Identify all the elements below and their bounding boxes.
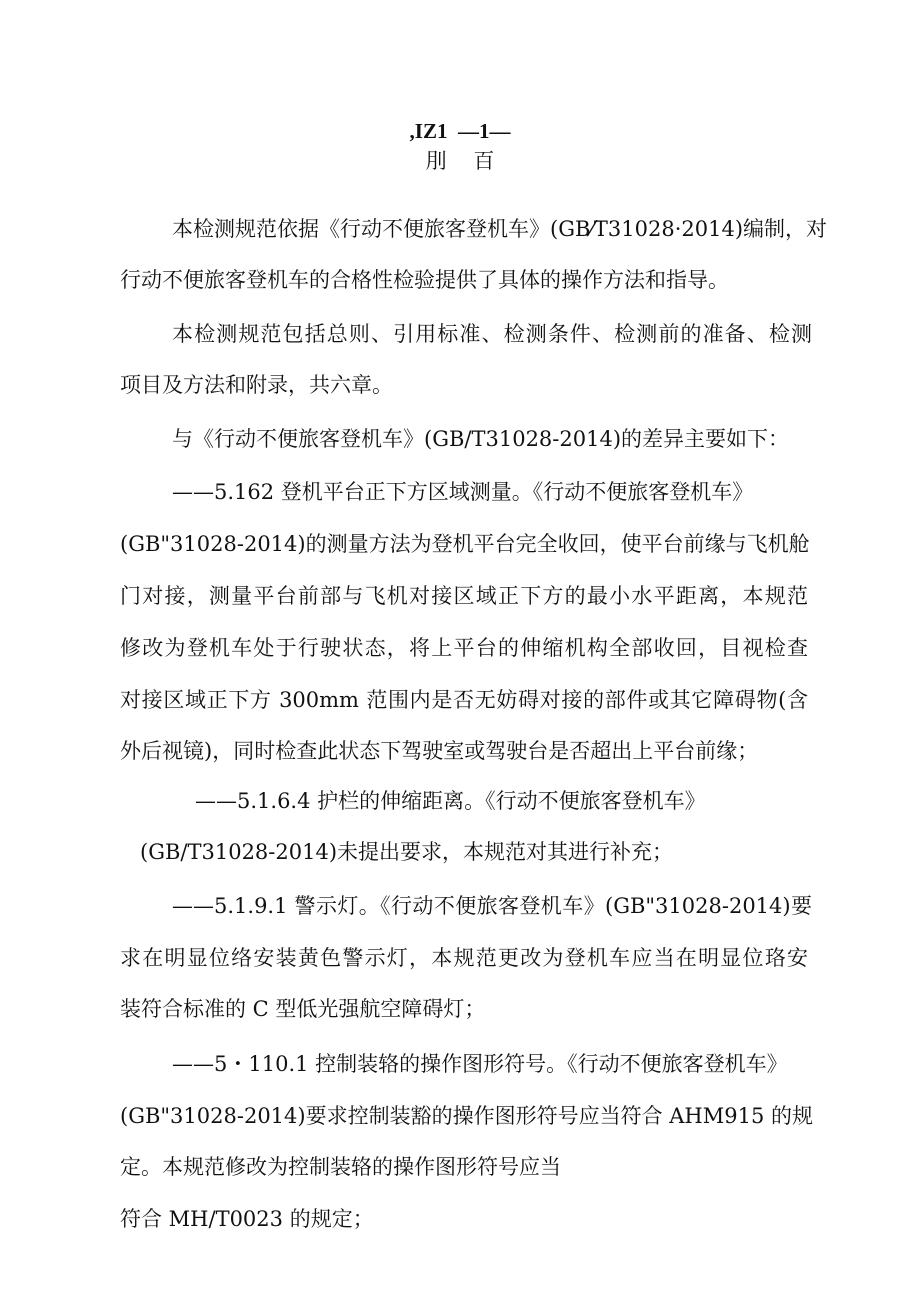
paragraph-line: 与《行动不便旅客登机车》(GB/T31028-2014)的差异主要如下： bbox=[172, 427, 790, 451]
paragraph-line: ——5.162 登机平台正下方区域测量。《行动不便旅客登机车》 bbox=[172, 480, 754, 504]
paragraph-line: (GB"31028-2014)的测量方法为登机平台完全收回，使平台前缘与飞机舱 bbox=[120, 532, 810, 556]
paragraph-line: ——5.1.6.4 护栏的伸缩距离。《行动不便旅客登机车》 bbox=[195, 789, 706, 813]
paragraph-line: 外后视镜)，同时检查此状态下驾驶室或驾驶台是否超出上平台前缘； bbox=[120, 739, 759, 763]
paragraph-line: (GB"31028-2014)要求控制装豁的操作图形符号应当符合 AHM915 的规 bbox=[120, 1104, 814, 1128]
paragraph-line: 项目及方法和附录，共六章。 bbox=[120, 373, 393, 397]
paragraph-line: 行动不便旅客登机车的合格性检验提供了具体的操作方法和指导。 bbox=[120, 268, 729, 292]
paragraph-line: 符合 MH/T0023 的规定； bbox=[120, 1207, 374, 1231]
paragraph-line: 装符合标准的 C 型低光强航空障碍灯； bbox=[120, 997, 486, 1021]
paragraph-line: 修改为登机车处于行驶状态，将上平台的伸缩机构全部收回，目视检查 bbox=[120, 636, 808, 660]
paragraph-line: 定。本规范修改为控制装辂的操作图形符号应当 bbox=[120, 1155, 561, 1179]
paragraph-line: ——5・110.1 控制装辂的操作图形符号。《行动不便旅客登机车》 bbox=[172, 1052, 788, 1076]
paragraph-line: 门对接，测量平台前部与飞机对接区域正下方的最小水平距离，本规范 bbox=[120, 584, 808, 608]
page-mark: ,IZ1 —1— bbox=[409, 119, 511, 143]
paragraph-line: ——5.1.9.1 警示灯。《行动不便旅客登机车》(GB"31028-2014)要 bbox=[172, 894, 812, 918]
paragraph-line: 本检测规范包括总则、引用标准、检测条件、检测前的准备、检测 bbox=[172, 322, 812, 346]
paragraph-line: 对接区域正下方 300mm 范围内是否无妨碍对接的部件或其它障碍物(含 bbox=[120, 688, 808, 712]
paragraph-line: 本检测规范依据《行动不便旅客登机车》(GB⁄T31028·2014)编制，对 bbox=[172, 217, 828, 241]
paragraph-line: 求在明显位络安装黄色警示灯，本规范更改为登机车应当在明显位珞安 bbox=[120, 946, 808, 970]
paragraph-line: (GB/T31028-2014)未提出要求，本规范对其进行补充； bbox=[140, 840, 674, 864]
section-title: 刖 百 bbox=[425, 149, 495, 173]
